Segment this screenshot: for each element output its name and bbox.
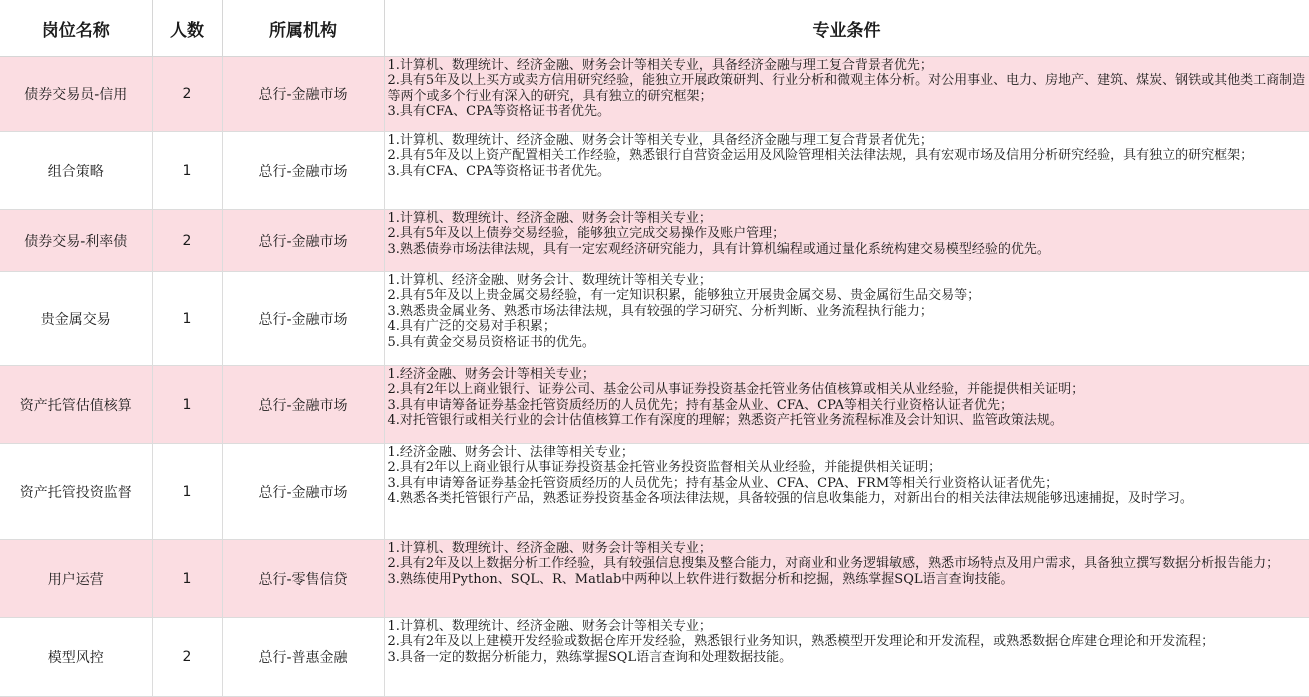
condition-line: 1.计算机、数理统计、经济金融、财务会计等相关专业； bbox=[387, 541, 712, 556]
condition-line: 2.具有5年及以上买方或卖方信用研究经验，能独立开展政策研判、行业分析和微观主体分析。对公用事业、电力、房地产、建筑、煤炭、钢铁或其他类工商制造等两个或多个行业有深入的研究，具有独立的研究框架； bbox=[387, 73, 1306, 104]
condition-line: 1.经济金融、财务会计、法律等相关专业； bbox=[387, 445, 634, 460]
condition-line: 2.具有2年及以上建模开发经验或数据仓库开发经验，熟悉银行业务知识，熟悉模型开发理论和开发流程，或熟悉数据仓库建仓理论和开发流程； bbox=[387, 634, 1215, 650]
table-row bbox=[0, 540, 1309, 618]
condition-line: 3.具有申请筹备证券基金托管资质经历的人员优先；持有基金从业、CFA、CPA、FRM等相关行业资格认证者优先； bbox=[387, 475, 1059, 491]
header-dept: 所属机构 bbox=[222, 0, 384, 57]
cell-position: 资产托管估值核算 bbox=[0, 366, 152, 444]
cell-dept: 总行-普惠金融 bbox=[222, 618, 384, 697]
condition-line: 1.计算机、数理统计、经济金融、财务会计等相关专业，具备经济金融与理工复合背景者优先； bbox=[387, 58, 933, 73]
cell-count: 1 bbox=[152, 366, 222, 444]
cell-dept: 总行-金融市场 bbox=[222, 272, 384, 366]
table-row bbox=[0, 132, 1309, 210]
condition-line: 1.计算机、数理统计、经济金融、财务会计等相关专业，具备经济金融与理工复合背景者优先； bbox=[387, 133, 933, 148]
cell-position: 债券交易-利率债 bbox=[0, 210, 152, 272]
cell-count: 1 bbox=[152, 272, 222, 366]
condition-line: 1.计算机、数理统计、经济金融、财务会计等相关专业； bbox=[387, 619, 712, 634]
cell-dept: 总行-金融市场 bbox=[222, 210, 384, 272]
cell-position: 资产托管投资监督 bbox=[0, 444, 152, 540]
condition-line: 4.具有广泛的交易对手积累； bbox=[387, 319, 556, 335]
condition-line: 4.对托管银行或相关行业的会计估值核算工作有深度的理解；熟悉资产托管业务流程标准及会计知识、监管政策法规。 bbox=[387, 413, 1063, 429]
cell-conditions bbox=[384, 132, 1309, 210]
cell-conditions bbox=[384, 366, 1309, 444]
cell-count: 2 bbox=[152, 210, 222, 272]
condition-line: 1.经济金融、财务会计等相关专业； bbox=[387, 367, 595, 382]
cell-dept: 总行-金融市场 bbox=[222, 132, 384, 210]
table-row bbox=[0, 618, 1309, 697]
header-conditions: 专业条件 bbox=[384, 0, 1309, 57]
condition-line: 3.熟练使用Python、SQL、R、Matlab中两种以上软件进行数据分析和挖掘，熟练掌握SQL语言查询技能。 bbox=[387, 571, 1014, 587]
condition-line: 3.具备一定的数据分析能力，熟练掌握SQL语言查询和处理数据技能。 bbox=[387, 649, 793, 665]
condition-line: 3.熟悉贵金属业务、熟悉市场法律法规，具有较强的学习研究、分析判断、业务流程执行能力； bbox=[387, 303, 933, 319]
condition-line: 2.具有5年及以上债券交易经验，能够独立完成交易操作及账户管理； bbox=[387, 226, 786, 242]
cell-dept: 总行-金融市场 bbox=[222, 57, 384, 132]
condition-line: 3.熟悉债券市场法律法规，具有一定宏观经济研究能力，具有计算机编程或通过量化系统构建交易模型经验的优先。 bbox=[387, 241, 1050, 257]
cell-position: 用户运营 bbox=[0, 540, 152, 618]
condition-line: 2.具有2年及以上数据分析工作经验，具有较强信息搜集及整合能力，对商业和业务逻辑敏感，熟悉市场特点及用户需求，具备独立撰写数据分析报告能力； bbox=[387, 556, 1280, 572]
cell-conditions bbox=[384, 210, 1309, 272]
cell-count: 1 bbox=[152, 444, 222, 540]
table-row bbox=[0, 57, 1309, 132]
header-position: 岗位名称 bbox=[0, 0, 152, 57]
condition-line: 3.具有CFA、CPA等资格证书者优先。 bbox=[387, 104, 611, 120]
cell-conditions bbox=[384, 444, 1309, 540]
cell-count: 1 bbox=[152, 540, 222, 618]
condition-line: 5.具有黄金交易员资格证书的优先。 bbox=[387, 334, 595, 350]
header-count: 人数 bbox=[152, 0, 222, 57]
header-row bbox=[0, 0, 1309, 57]
cell-position: 组合策略 bbox=[0, 132, 152, 210]
cell-count: 2 bbox=[152, 618, 222, 697]
condition-line: 2.具有5年及以上贵金属交易经验，有一定知识积累，能够独立开展贵金属交易、贵金属衍生品交易等； bbox=[387, 288, 981, 304]
cell-conditions bbox=[384, 272, 1309, 366]
cell-position: 模型风控 bbox=[0, 618, 152, 697]
condition-line: 3.具有CFA、CPA等资格证书者优先。 bbox=[387, 163, 611, 179]
condition-line: 3.具有申请筹备证券基金托管资质经历的人员优先；持有基金从业、CFA、CPA等相关行业资格认证者优先； bbox=[387, 397, 1014, 413]
cell-count: 1 bbox=[152, 132, 222, 210]
condition-line: 2.具有2年以上商业银行从事证券投资基金托管业务投资监督相关从业经验，并能提供相关证明； bbox=[387, 460, 942, 476]
condition-line: 2.具有2年以上商业银行、证券公司、基金公司从事证券投资基金托管业务估值核算或相关从业经验，并能提供相关证明； bbox=[387, 382, 1085, 398]
cell-dept: 总行-金融市场 bbox=[222, 444, 384, 540]
table-row bbox=[0, 444, 1309, 540]
condition-line: 4.熟悉各类托管银行产品，熟悉证券投资基金各项法律法规，具备较强的信息收集能力，对新出台的相关法律法规能够迅速捕捉，及时学习。 bbox=[387, 491, 1193, 507]
table-row bbox=[0, 272, 1309, 366]
table-row bbox=[0, 210, 1309, 272]
cell-conditions bbox=[384, 618, 1309, 697]
cell-position: 债券交易员-信用 bbox=[0, 57, 152, 132]
cell-dept: 总行-零售信贷 bbox=[222, 540, 384, 618]
condition-line: 2.具有5年及以上资产配置相关工作经验，熟悉银行自营资金运用及风险管理相关法律法规，具有宏观市场及信用分析研究经验，具有独立的研究框架； bbox=[387, 148, 1254, 164]
cell-position: 贵金属交易 bbox=[0, 272, 152, 366]
cell-count: 2 bbox=[152, 57, 222, 132]
condition-line: 1.计算机、数理统计、经济金融、财务会计等相关专业； bbox=[387, 211, 712, 226]
table-row bbox=[0, 366, 1309, 444]
cell-conditions bbox=[384, 540, 1309, 618]
cell-dept: 总行-金融市场 bbox=[222, 366, 384, 444]
condition-line: 1.计算机、经济金融、财务会计、数理统计等相关专业； bbox=[387, 273, 712, 288]
cell-conditions bbox=[384, 57, 1309, 132]
